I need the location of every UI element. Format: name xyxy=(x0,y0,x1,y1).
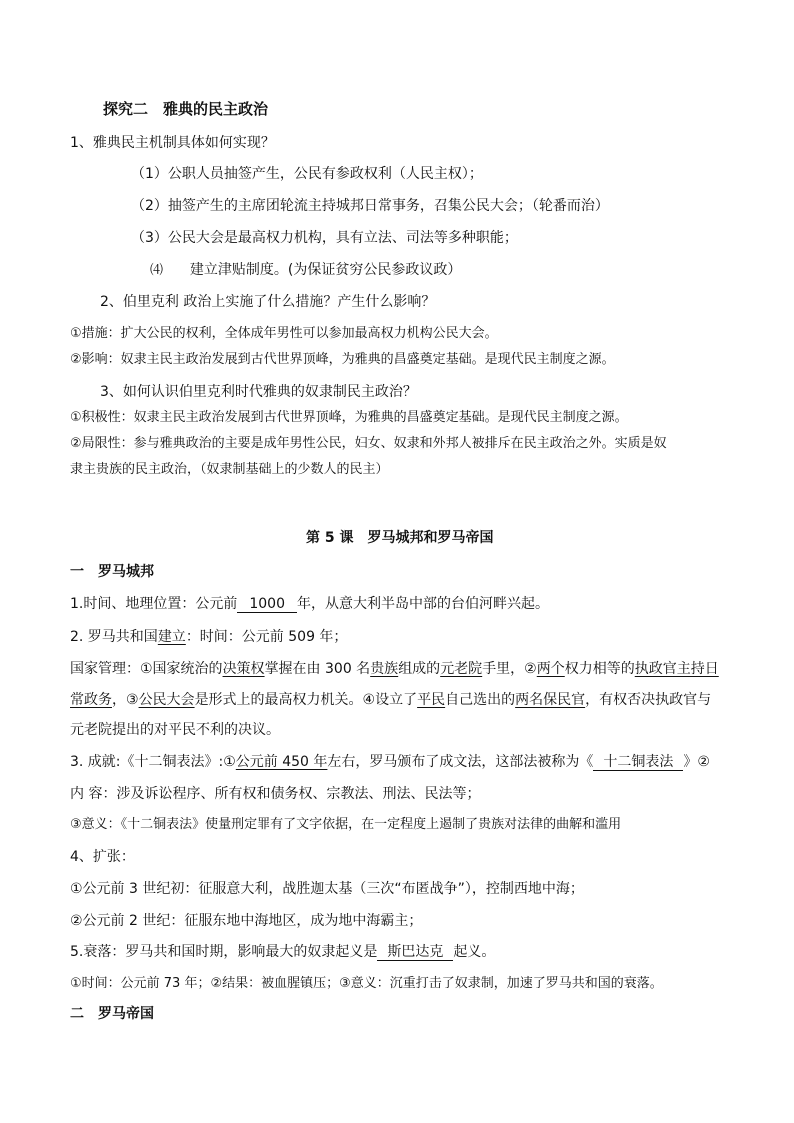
q1-item-2: （2）抽签产生的主席团轮流主持城邦日常事务，召集公民大会；（轮番而治） xyxy=(131,198,609,214)
gov-text: 掌握在由 300 名 xyxy=(264,661,371,677)
point-3-text: 》② xyxy=(683,754,710,770)
point-3-significance: ③意义：《十二铜表法》使量刑定罪有了文字依据，在一定程度上遏制了贵族对法律的曲解和滥用 xyxy=(70,817,622,832)
gov-text: 国家管理：①国家统治的 xyxy=(70,661,223,677)
point-1 xyxy=(70,594,549,614)
q2-answer-1: ①措施：扩大公民的权利，全体成年男性可以参加最高权力机构公民大会。 xyxy=(70,326,498,341)
gov-underlined: 公民大会 xyxy=(138,692,195,708)
q3-answer-2-line-2: 隶主贵族的民主政治，（奴隶制基础上的少数人的民主） xyxy=(70,462,389,477)
explore2-heading: 探究二 雅典的民主政治 xyxy=(103,100,269,118)
gov-underlined: 两名保民官 xyxy=(515,692,586,708)
gov-text: 手里，② xyxy=(482,661,537,677)
section-1-heading: 一 罗马城邦 xyxy=(70,564,154,580)
point-1-suffix: 年，从意大利半岛中部的台伯河畔兴起。 xyxy=(297,596,549,612)
point-5-prefix: 5.衰落：罗马共和国时期，影响最大的奴隶起义是 xyxy=(70,944,378,960)
gov-text: ，有权否决执政官与 xyxy=(585,692,712,708)
point-1-prefix: 1.时间、地理位置：公元前 xyxy=(70,596,238,612)
question-1: 1、雅典民主机制具体如何实现？ xyxy=(70,135,275,151)
section-2-heading: 二 罗马帝国 xyxy=(70,1006,154,1022)
q1-item-1: （1）公职人员抽签产生，公民有参政权利（人民主权）； xyxy=(131,166,483,182)
q1-item-4-text: 建立津贴制度。(为保证贫穷公民参政议政） xyxy=(189,262,462,278)
gov-line-3: 元老院提出的对平民不利的决议。 xyxy=(70,722,280,738)
point-3-answer: 十二铜表法 xyxy=(593,754,683,771)
point-3-text: 左右，罗马颁布了成文法，这部法被称为《 xyxy=(327,754,594,770)
q1-item-3: （3）公民大会是最高权力机构，具有立法、司法等多种职能； xyxy=(131,230,518,246)
lesson-title: 第 5 课 罗马城邦和罗马帝国 xyxy=(306,530,494,546)
point-1-answer: 1000 xyxy=(237,596,297,613)
point-5 xyxy=(70,942,495,962)
gov-underlined: 执政官主持日 xyxy=(634,661,719,677)
q3-answer-1: ①积极性：奴隶主民主政治发展到古代世界顶峰，为雅典的昌盛奠定基础。是现代民主制度之源。 xyxy=(70,410,628,425)
q1-item-4-number: ⑷ xyxy=(150,263,164,278)
gov-text: 自己选出的 xyxy=(445,692,516,708)
gov-line-1 xyxy=(70,659,719,679)
point-3 xyxy=(70,752,710,772)
point-4: 4、扩张： xyxy=(70,849,135,865)
point-2-suffix: ：时间：公元前 509 年； xyxy=(185,629,348,645)
point-2-prefix: 2. 罗马共和国 xyxy=(70,629,158,645)
gov-underlined: 平民 xyxy=(417,692,446,708)
point-5-suffix: 起义。 xyxy=(453,944,496,960)
point-5-answer: 斯巴达克 xyxy=(377,944,453,961)
q3-answer-2-line-1: ②局限性：参与雅典政治的主要是成年男性公民，妇女、奴隶和外邦人被排斥在民主政治之外。实质是奴 xyxy=(70,436,667,451)
gov-text: ，③ xyxy=(112,692,139,708)
question-2: 2、伯里克利 政治上实施了什么措施？产生什么影响？ xyxy=(100,294,436,310)
point-2-underlined: 建立 xyxy=(157,629,186,645)
question-3: 3、如何认识伯里克利时代雅典的奴隶制民主政治？ xyxy=(100,384,417,400)
gov-text: 权力相等的 xyxy=(564,661,635,677)
gov-underlined: 贵族 xyxy=(370,661,399,677)
q1-item-4 xyxy=(150,260,461,281)
point-5-detail: ①时间：公元前 73 年；②结果：被血腥镇压；③意义：沉重打击了奴隶制，加速了罗马共和国的衰落。 xyxy=(70,976,663,991)
point-3-underlined: 公元前 450 年 xyxy=(235,754,328,770)
gov-underlined: 元老院 xyxy=(440,661,483,677)
gov-underlined: 两个 xyxy=(536,661,565,677)
gov-text: 是形式上的最高权力机关。④设立了 xyxy=(194,692,418,708)
gov-line-2 xyxy=(70,690,711,710)
point-4-item-2: ②公元前 2 世纪：征服东地中海地区，成为地中海霸主； xyxy=(70,913,423,929)
gov-text: 组成的 xyxy=(398,661,441,677)
q2-answer-2: ②影响：奴隶主民主政治发展到古代世界顶峰，为雅典的昌盛奠定基础。是现代民主制度之源。 xyxy=(70,352,615,367)
point-2 xyxy=(70,627,347,647)
point-4-item-1: ①公元前 3 世纪初：征服意大利，战胜迦太基（三次“布匿战争”），控制西地中海； xyxy=(70,881,584,897)
point-3-text: 3. 成就:《十二铜表法》:① xyxy=(70,754,236,770)
gov-underlined: 常政务 xyxy=(70,692,112,708)
gov-underlined: 决策权 xyxy=(222,661,265,677)
point-3-content: 内 容：涉及诉讼程序、所有权和债务权、宗教法、刑法、民法等； xyxy=(70,786,481,802)
